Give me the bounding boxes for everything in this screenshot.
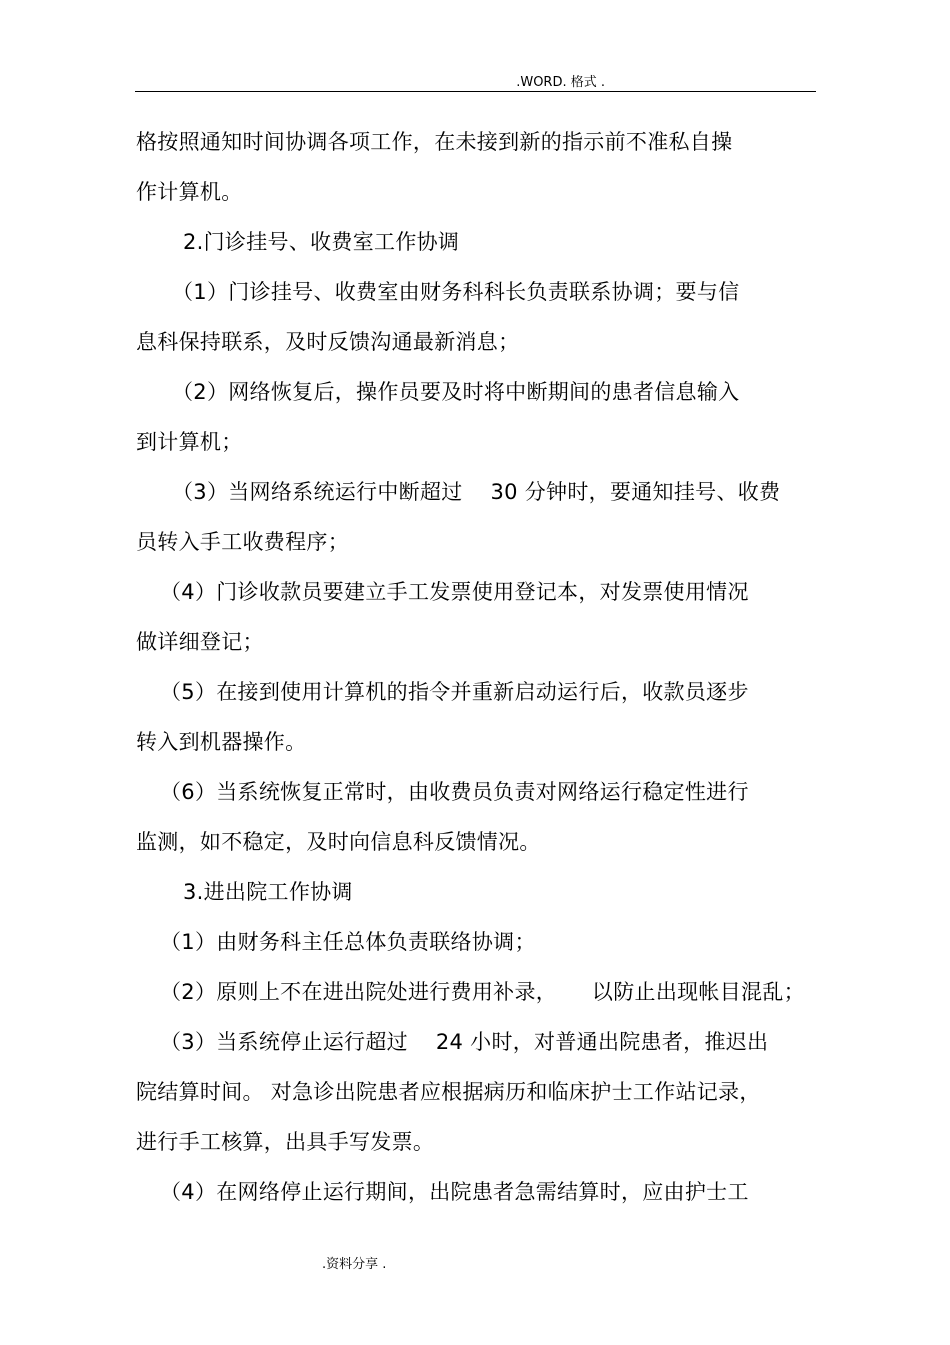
body-line: （5）在接到使用计算机的指令并重新启动运行后，收款员逐步 bbox=[160, 680, 749, 704]
body-line: （1）由财务科主任总体负责联络协调； bbox=[160, 930, 536, 954]
header-rule bbox=[135, 91, 816, 92]
body-line: 转入到机器操作。 bbox=[136, 730, 307, 754]
body-line: （1）门诊挂号、收费室由财务科科长负责联系协调；要与信 bbox=[172, 280, 740, 304]
body-line: 进行手工核算，出具手写发票。 bbox=[136, 1130, 435, 1154]
body-line: 做详细登记； bbox=[136, 630, 264, 654]
body-line: 息科保持联系，及时反馈沟通最新消息； bbox=[136, 330, 520, 354]
body-line: （4）门诊收款员要建立手工发票使用登记本，对发票使用情况 bbox=[160, 580, 749, 604]
body-line: （3）当网络系统运行中断超过 30 分钟时，要通知挂号、收费 bbox=[172, 480, 781, 504]
body-line: 员转入手工收费程序； bbox=[136, 530, 349, 554]
body-line: 作计算机。 bbox=[136, 180, 243, 204]
body-line: （4）在网络停止运行期间，出院患者急需结算时，应由护士工 bbox=[160, 1180, 749, 1204]
body-line: （6）当系统恢复正常时，由收费员负责对网络运行稳定性进行 bbox=[160, 780, 749, 804]
body-line: （2）网络恢复后，操作员要及时将中断期间的患者信息输入 bbox=[172, 380, 740, 404]
body-line: （3）当系统停止运行超过 24 小时，对普通出院患者，推迟出 bbox=[160, 1030, 769, 1054]
page-header: .WORD. 格式 . bbox=[516, 75, 605, 90]
body-line: 到计算机； bbox=[136, 430, 243, 454]
body-line: （2）原则上不在进出院处进行费用补录， 以防止出现帐目混乱； bbox=[160, 980, 805, 1004]
section-heading: 3.进出院工作协调 bbox=[183, 880, 353, 904]
body-line: 院结算时间。 对急诊出院患者应根据病历和临床护士工作站记录， bbox=[136, 1080, 761, 1104]
body-line: 监测，如不稳定，及时向信息科反馈情况。 bbox=[136, 830, 541, 854]
page-footer: .资料分享 . bbox=[322, 1257, 387, 1272]
section-heading: 2.门诊挂号、收费室工作协调 bbox=[183, 230, 460, 254]
body-line: 格按照通知时间协调各项工作，在未接到新的指示前不准私自操 bbox=[136, 130, 733, 154]
